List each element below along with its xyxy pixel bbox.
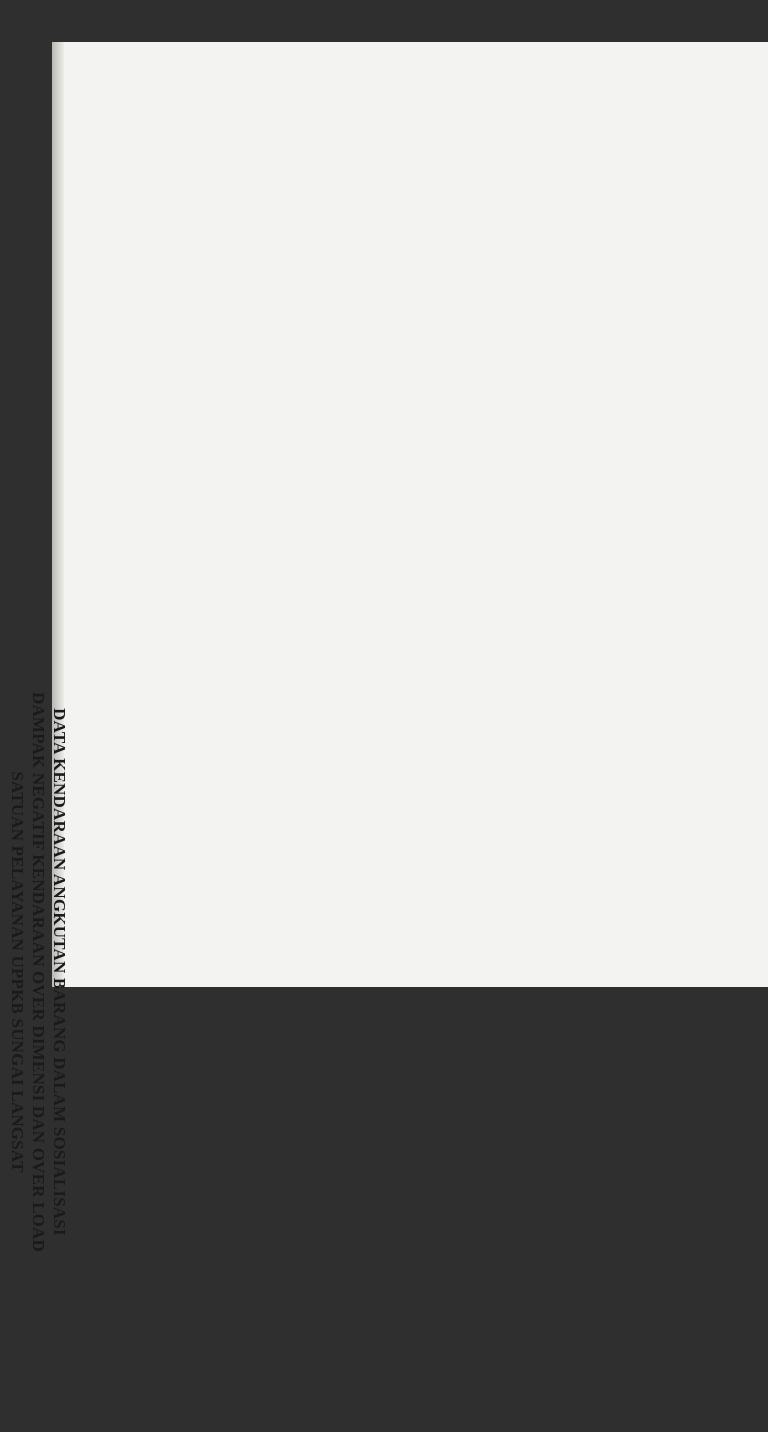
rotated-document	[0, 512, 104, 1432]
title-line-3: SATUAN PELAYANAN UPPKB SUNGAI LANGSAT	[8, 771, 27, 1173]
title-line-2: DAMPAK NEGATIF KENDARAAN OVER DIMENSI DAN OVER LOAD	[29, 691, 48, 1253]
document-title	[7, 512, 104, 1432]
scanned-page	[52, 42, 768, 987]
title-line-1: DATA KENDARAAN ANGKUTAN BARANG DALAM SOSIALISASI	[50, 708, 69, 1236]
